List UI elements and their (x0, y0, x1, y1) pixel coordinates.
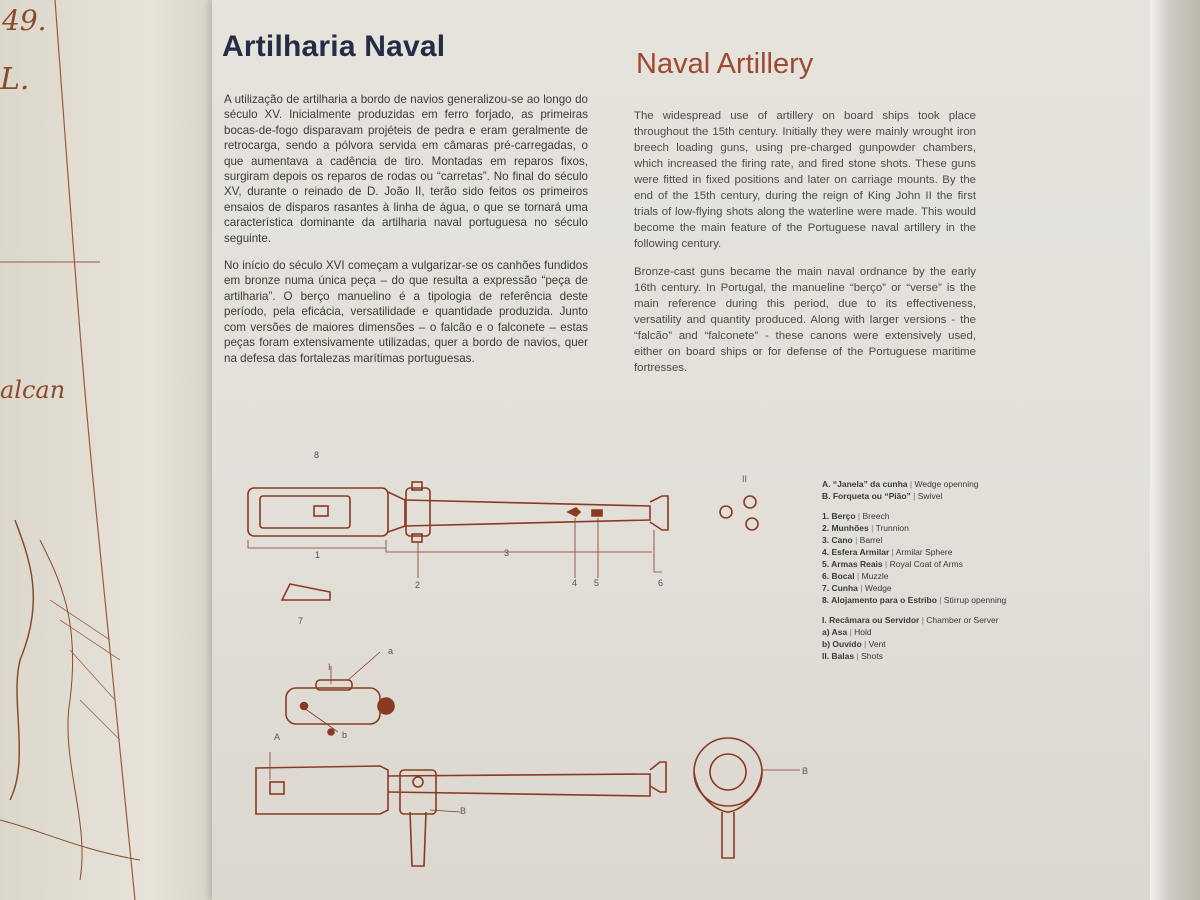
text-portuguese (224, 92, 588, 378)
title-english: Naval Artillery (636, 48, 814, 80)
trunnion-outline (406, 488, 430, 536)
legend-group-parts-letters (822, 478, 1006, 502)
label-1: 1 (315, 550, 321, 560)
map-lines (0, 0, 215, 900)
paragraph-pt-1: A utilização de artilharia a bordo de navios generalizou-se ao longo do século XV. Inicialmente produzidas em ferro forjado, as primeiras bocas-de-fogo disparavam projéteis de pedra e eram geralmente de retrocarga, sendo a pólvora servida em câmaras pré-carregadas, o que aumentava a cadência de tiro. Montadas em reparos fixos, surgiram depois os reparos de rodas ou “carretas”. No final do século XV, durante o reinado de D. João II, terão sido feitos os primeiros ensaios de disparos rasantes à linha de água, o que se tornará uma característica dominante da artilharia naval portuguesa no século seguinte. (224, 93, 588, 245)
map-fragment-1: 49. (2, 4, 47, 37)
muzzle-outline (650, 496, 668, 530)
legend-item: 2. Munhões | Trunnion (822, 523, 909, 533)
legend-item: 6. Bocal | Muzzle (822, 571, 889, 581)
text-english (634, 108, 976, 388)
label-II: II (742, 474, 748, 484)
legend-group-chamber (822, 614, 1006, 662)
panel-edge (1150, 0, 1200, 900)
label-3: 3 (504, 548, 510, 558)
legend-item: I. Recâmara ou Servidor | Chamber or Server (822, 615, 999, 625)
legend-item: 7. Cunha | Wedge (822, 583, 892, 593)
title-portuguese: Artilharia Naval (222, 30, 446, 63)
legend-group-parts-numbers (822, 510, 1006, 606)
label-6: 6 (658, 578, 664, 588)
label-B-front: B (802, 766, 809, 776)
label-A: A (274, 732, 281, 742)
label-B-side: B (460, 806, 467, 816)
label-8: 8 (314, 450, 320, 460)
legend-item: 5. Armas Reais | Royal Coat of Arms (822, 559, 963, 569)
diagram-legend (822, 478, 1006, 670)
legend-item: II. Balas | Shots (822, 651, 883, 661)
legend-item: B. Forqueta ou “Pião” | Swivel (822, 491, 943, 501)
label-7: 7 (298, 616, 304, 626)
map-background (0, 0, 215, 900)
legend-item: a) Asa | Hold (822, 627, 872, 637)
label-4: 4 (572, 578, 578, 588)
cannon-diagram (230, 440, 820, 880)
label-a: a (388, 646, 394, 656)
map-fragment-3: alcan (0, 376, 66, 404)
legend-item: 4. Esfera Armilar | Armilar Sphere (822, 547, 953, 557)
paragraph-en-2: Bronze-cast guns became the main naval ordnance by the early 16th century. In Portugal, the manueline “berço” or “verse” is the main reference during this period, due to its effectiveness, versatility and quantity produced. Along with larger versions - the “falcão” and “falconete” - these canons were extensively used, either on board ships or for defense of the Portuguese maritime fortresses. (634, 266, 976, 374)
label-2: 2 (415, 580, 421, 590)
legend-item: 1. Berço | Breech (822, 511, 890, 521)
map-fragment-2: L. (0, 62, 30, 97)
legend-item: b) Ouvido | Vent (822, 639, 886, 649)
label-I: I (328, 662, 331, 672)
legend-item: 8. Alojamento para o Estribo | Stirrup openning (822, 595, 1007, 605)
paragraph-pt-2: No início do século XVI começam a vulgarizar-se os canhões fundidos em bronze numa única peça – do que resulta a expressão “peça de artilharia”. O berço manuelino é a tipologia de referência deste período, pela eficácia, versatilidade e quantidade produzida. Junto com versões de maiores dimensões – o falcão e o falconete – estas peças foram extensivamente utilizadas, quer a bordo de navios, quer na defesa das fortalezas marítimas portuguesas. (224, 259, 588, 365)
legend-item: A. “Janela” da cunha | Wedge openning (822, 479, 979, 489)
label-b: b (342, 730, 348, 740)
label-5: 5 (594, 578, 600, 588)
paragraph-en-1: The widespread use of artillery on board ships took place throughout the 15th century. Initially they were mainly wrought iron breech loading guns, using pre-charged gunpowder chambers, which increased the firing rate, and fired stone shots. These guns were fitted in fixed positions and later on carriage mounts. By the end of the 15th century, during the reign of King John II the first trials of low-flying shots along the waterline were made. This would become the main feature of the Portuguese naval artillery in the following century. (634, 110, 976, 250)
legend-item: 3. Cano | Barrel (822, 535, 883, 545)
